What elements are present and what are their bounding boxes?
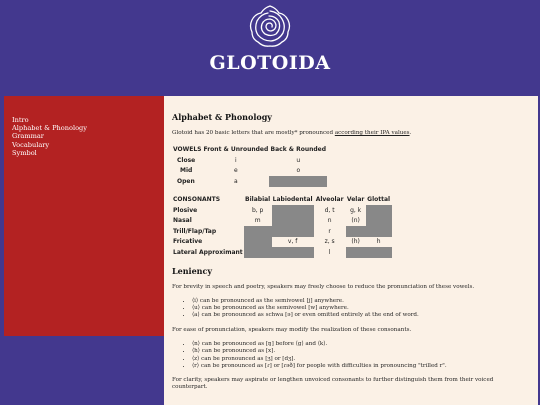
- nav-link-intro[interactable]: Intro: [12, 116, 29, 124]
- nav-link-symbol[interactable]: Symbol: [12, 148, 37, 157]
- consonant-row-label: Plosive: [173, 206, 198, 214]
- consonant-row-label: Lateral Approximant: [173, 248, 243, 256]
- consonant-cell: v, f: [287, 238, 298, 246]
- empty-cell: [366, 247, 392, 258]
- section-heading-alphabet: Alphabet & Phonology: [172, 112, 272, 122]
- leniency-paragraph-vowels: For brevity in speech and poetry, speakers may freely choose to reduce the pronunciation of these vowels.: [172, 283, 475, 290]
- main-content: [164, 96, 538, 405]
- leniency-paragraph-clarity: For clarity, speakers may aspirate or lengthen unvoiced consonants to further distinguish them from their voiced counterpart.: [172, 376, 494, 391]
- vowels-header-label: VOWELS: [173, 146, 202, 154]
- consonant-cell: g, k: [350, 206, 362, 214]
- consonant-cell: (n): [351, 217, 360, 225]
- consonants-header-bilabial: Bilabial: [245, 196, 271, 204]
- sidebar-nav: [4, 96, 164, 336]
- empty-cell: [272, 247, 314, 258]
- consonant-cell: r: [328, 227, 331, 235]
- consonants-header-velar: Velar: [346, 196, 365, 204]
- empty-cell: [272, 216, 314, 227]
- vowels-header-front: Front & Unrounded: [203, 146, 269, 154]
- vowel-cell: i: [235, 156, 237, 164]
- empty-cell: [346, 226, 366, 237]
- list-item: • ⟨a⟩ can be pronounced as schwa [ə] or even omitted entirely at the end of word.: [192, 312, 530, 319]
- ipa-values-link[interactable]: according their IPA values: [334, 130, 410, 136]
- consonant-cell: b, p: [251, 206, 264, 214]
- consonant-leniency-list: [172, 341, 530, 370]
- vowel-row-label: Mid: [180, 167, 193, 175]
- empty-cell: [272, 226, 314, 237]
- vowels-header-back: Back & Rounded: [270, 146, 327, 154]
- consonants-row-fricative: [172, 237, 392, 248]
- section-heading-leniency: Leniency: [172, 265, 212, 276]
- vowel-cell: o: [296, 167, 301, 175]
- vowel-cell: a: [234, 177, 238, 185]
- consonant-row-label: Trill/Flap/Tap: [173, 227, 217, 235]
- list-item: • ⟨r⟩ can be pronounced as [ɾ] or [ɾəð] for people with difficulties in pronouncing "trilled r".: [192, 363, 530, 370]
- intro-text-end: .: [409, 130, 412, 136]
- list-item: • ⟨u⟩ can be pronounced as the semivowel [w] anywhere.: [192, 305, 530, 312]
- consonant-cell: n: [327, 217, 332, 225]
- intro-text: Glotoid has 20 basic letters that are mostly* pronounced: [172, 130, 335, 136]
- list-item: • ⟨n⟩ can be pronounced as [ŋ] before ⟨g⟩ and ⟨k⟩.: [192, 341, 530, 348]
- consonant-cell: l: [328, 248, 331, 256]
- vowel-cell: u: [296, 156, 301, 164]
- vowels-row-mid: [172, 166, 327, 177]
- empty-cell: [346, 247, 366, 258]
- consonants-row-plosive: [172, 205, 392, 216]
- vowel-leniency-list: [172, 298, 530, 320]
- consonants-header-alveolar: Alveolar: [315, 196, 344, 204]
- consonants-row-nasal: [172, 216, 392, 227]
- rose-spiral-icon[interactable]: [248, 4, 292, 48]
- empty-cell: [366, 205, 392, 216]
- consonant-cell: z, s: [324, 238, 335, 246]
- nav-link-grammar[interactable]: Grammar: [12, 132, 44, 141]
- consonant-row-label: Fricative: [173, 238, 203, 246]
- consonants-header-label: CONSONANTS: [173, 196, 221, 204]
- vowels-row-close: [172, 155, 327, 166]
- empty-cell: [366, 226, 392, 237]
- empty-cell: [272, 205, 314, 216]
- vowels-row-open: [172, 176, 327, 187]
- consonant-cell: d, t: [324, 206, 335, 214]
- consonants-header-labiodental: Labiodental: [272, 196, 313, 204]
- consonant-cell: m: [254, 217, 261, 225]
- site-title: GLOTOIDA: [209, 52, 331, 74]
- vowel-cell: e: [234, 167, 238, 175]
- empty-cell: [366, 216, 392, 227]
- empty-cell: [269, 176, 327, 187]
- empty-cell: [244, 247, 272, 258]
- vowels-table: [172, 145, 327, 187]
- list-item: • ⟨i⟩ can be pronounced as the semivowel [j] anywhere.: [192, 298, 530, 305]
- vowel-row-label: Open: [177, 177, 195, 185]
- intro-paragraph: [172, 130, 530, 138]
- consonants-row-lateral: [172, 247, 392, 258]
- empty-cell: [244, 237, 272, 248]
- consonant-row-label: Nasal: [173, 217, 192, 225]
- consonants-row-trill: [172, 226, 392, 237]
- list-item: • ⟨z⟩ can be pronounced as [ʒ] or [dʒ].: [192, 356, 530, 363]
- consonant-cell: h: [376, 238, 381, 246]
- vowels-header-row: [172, 145, 327, 156]
- vowel-row-label: Close: [177, 156, 196, 164]
- site-header: [0, 0, 540, 96]
- consonants-table: [172, 195, 392, 258]
- consonants-header-row: [172, 195, 392, 206]
- consonant-cell: (h): [351, 238, 360, 246]
- nav-link-vocabulary[interactable]: Vocabulary: [12, 140, 50, 149]
- nav-link-alphabet-phonology[interactable]: Alphabet & Phonology: [12, 124, 87, 133]
- consonants-header-glottal: Glottal: [367, 196, 391, 204]
- empty-cell: [244, 226, 272, 237]
- leniency-paragraph-consonants: For ease of pronunciation, speakers may modify the realization of these consonants.: [172, 326, 412, 333]
- list-item: • ⟨h⟩ can be pronounced as [x].: [192, 348, 530, 355]
